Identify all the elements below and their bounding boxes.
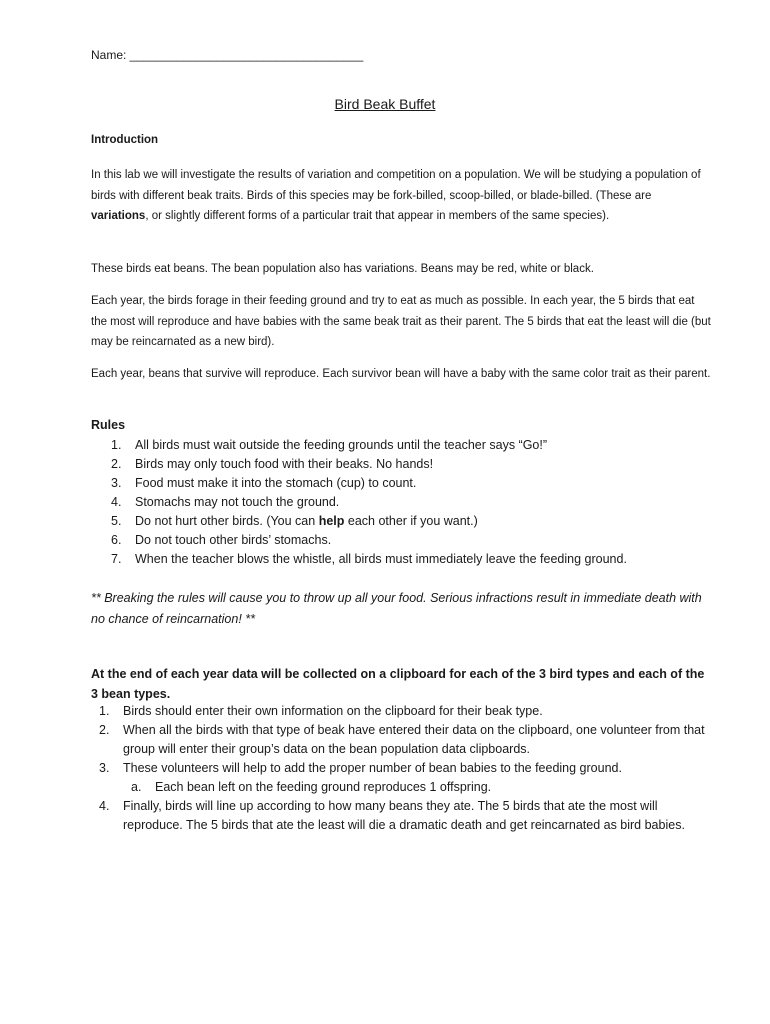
data-collection-item [91, 721, 711, 759]
subitem-text: Each bean left on the feeding ground reproduces 1 offspring. [155, 780, 492, 794]
data-collection-list [91, 702, 711, 835]
intro-paragraph-1 [91, 165, 711, 227]
rules-heading: Rules [91, 418, 126, 432]
item-number: 3. [99, 761, 110, 775]
rule-item [91, 436, 711, 455]
data-collection-heading: At the end of each year data will be collected on a clipboard for each of the 3 bird types and each of the 3 bean types. [91, 667, 705, 701]
introduction-heading: Introduction [91, 134, 159, 146]
rule-text: Do not touch other birds’ stomachs. [135, 533, 332, 547]
item-number: 2. [99, 723, 110, 737]
rule-item [91, 455, 711, 474]
data-collection-item [91, 759, 711, 797]
page-title: Bird Beak Buffet [334, 96, 436, 112]
rule-text-start: Do not hurt other birds. (You can [135, 514, 319, 528]
item-text: Finally, birds will line up according to how many beans they ate. The 5 birds that ate the most will reproduce. The 5 birds that ate the least will die a dramatic death and get reincarnated as bird babies. [123, 799, 685, 832]
item-number: 1. [99, 704, 110, 718]
help-term: help [318, 514, 345, 528]
rule-number: 5. [111, 514, 122, 528]
rule-item [91, 512, 711, 531]
rule-item [91, 493, 711, 512]
rules-list [91, 436, 711, 569]
rule-number: 6. [111, 533, 122, 547]
variations-term: variations [91, 210, 146, 222]
rule-item [91, 474, 711, 493]
item-text: When all the birds with that type of beak have entered their data on the clipboard, one volunteer from that group will enter their group’s data on the bean population data clipboards. [123, 723, 705, 756]
rule-text: All birds must wait outside the feeding grounds until the teacher says “Go!” [135, 438, 548, 452]
intro-paragraph-4: Each year, beans that survive will reproduce. Each survivor bean will have a baby with the same color trait as their parent. [91, 368, 711, 380]
rule-item [91, 531, 711, 550]
rule-number: 3. [111, 476, 122, 490]
data-collection-subitem [123, 778, 711, 797]
item-text: Birds should enter their own information on the clipboard for their beak type. [123, 704, 543, 718]
intro-p1-text-end: , or slightly different forms of a particular trait that appear in members of the same species). [145, 210, 610, 222]
subitem-letter: a. [131, 780, 142, 794]
rule-text: Stomachs may not touch the ground. [135, 495, 340, 509]
data-collection-item [91, 797, 711, 835]
rule-number: 1. [111, 438, 122, 452]
rule-number: 7. [111, 552, 122, 566]
item-text: These volunteers will help to add the proper number of bean babies to the feeding ground. [123, 761, 622, 775]
data-collection-item [91, 702, 711, 721]
intro-p1-text-start: In this lab we will investigate the results of variation and competition on a population. We will be studying a population of birds with different beak traits. Birds of this species may be fork-billed, scoop-billed, or blade-billed. (These are [91, 169, 701, 202]
rule-text: Food must make it into the stomach (cup) to count. [135, 476, 417, 490]
name-field-line[interactable]: Name: ___________________________________ [91, 48, 364, 62]
rule-text: Birds may only touch food with their beaks. No hands! [135, 457, 434, 471]
intro-paragraph-3: Each year, the birds forage in their feeding ground and try to eat as much as possible. In each year, the 5 birds that eat the most will reproduce and have babies with the same beak trait as their parent. The 5 birds that eat the least will die (but may be reincarnated as a new bird). [91, 295, 711, 348]
rule-item [91, 550, 711, 569]
rules-warning: ** Breaking the rules will cause you to throw up all your food. Serious infractions result in immediate death with no chance of reincarnation! ** [91, 591, 702, 626]
intro-paragraph-2: These birds eat beans. The bean population also has variations. Beans may be red, white or black. [91, 263, 594, 275]
rule-number: 2. [111, 457, 122, 471]
rule-number: 4. [111, 495, 122, 509]
rule-text: When the teacher blows the whistle, all birds must immediately leave the feeding ground. [135, 552, 627, 566]
item-number: 4. [99, 799, 110, 813]
rule-text-end: each other if you want.) [344, 514, 478, 528]
